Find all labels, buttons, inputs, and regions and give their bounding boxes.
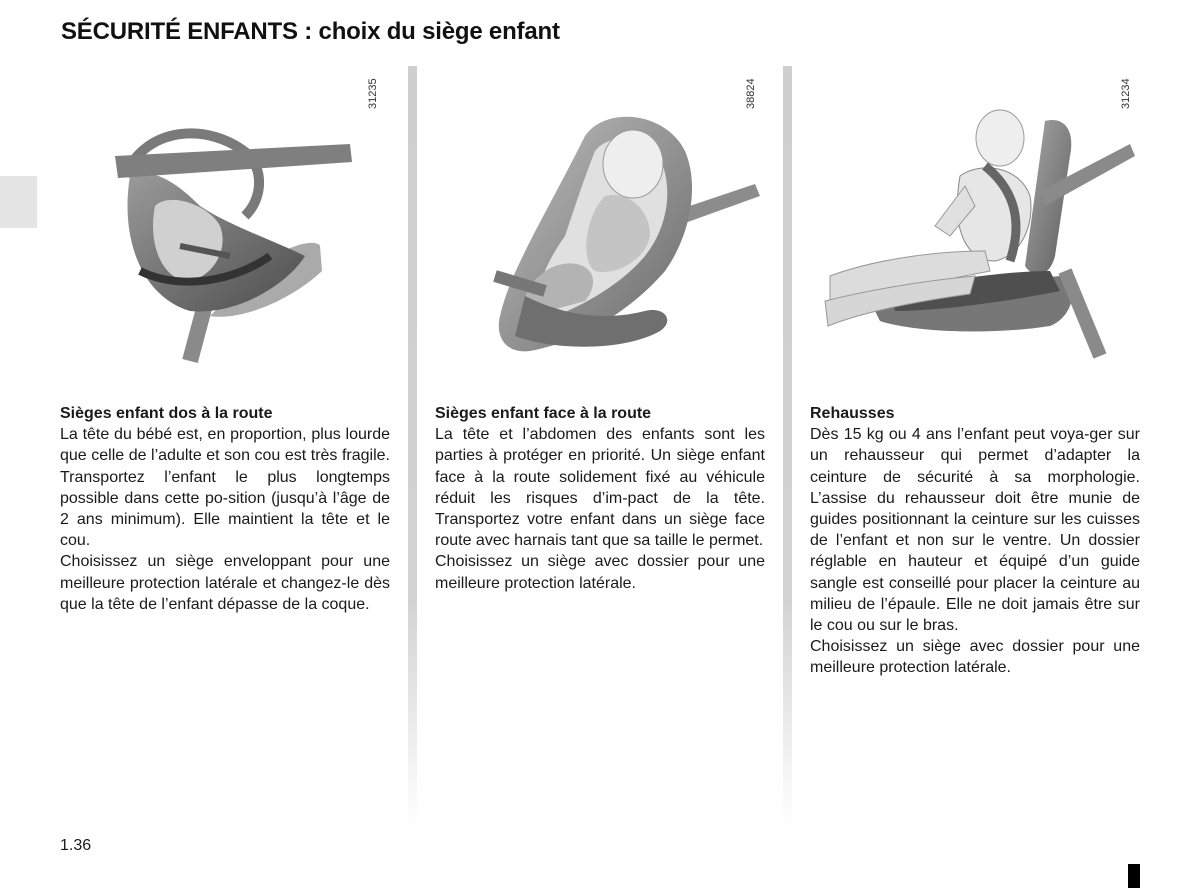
- column-heading: Sièges enfant dos à la route: [60, 405, 273, 422]
- column-paragraph: La tête et l’abdomen des enfants sont les parties à protéger en priorité. Un siège enfant face à la route solidement fixé au véhicule réduit les risques d’im-pact de la tête. Transportez votre enfant dans un siège face route avec harnais tant que sa taille le permet.: [435, 426, 765, 550]
- booster-seat-illustration: [810, 66, 1140, 366]
- column-paragraph: Choisissez un siège avec dossier pour une meilleure protection latérale.: [435, 553, 765, 592]
- column-divider-2: [783, 66, 792, 826]
- column-rear-facing: [60, 403, 390, 615]
- section-tab-marker: [0, 176, 37, 228]
- column-heading: Rehausses: [810, 405, 895, 422]
- page-title: SÉCURITÉ ENFANTS : choix du siège enfant: [61, 18, 560, 45]
- column-paragraph: Choisissez un siège avec dossier pour une meilleure protection latérale.: [810, 638, 1140, 677]
- page-number: 1.36: [60, 837, 92, 854]
- figure-code: 31234: [1120, 78, 1132, 110]
- column-divider-1: [408, 66, 417, 826]
- column-booster: [810, 403, 1140, 679]
- column-paragraph: Dès 15 kg ou 4 ans l’enfant peut voya-ger sur un rehausseur qui permet d’adapter la ceinture de sécurité à sa morphologie. L’assise du rehausseur doit être munie de guides positionnant la ceinture sur les cuisses de l’enfant et non sur le ventre. Un dossier réglable en hauteur et équipé d’un guide sangle est conseillé pour placer la ceinture au milieu de l’épaule. Elle ne doit jamais être sur le cou ou sur le bras.: [810, 426, 1140, 635]
- rear-facing-infant-carrier-illustration: [60, 66, 390, 366]
- figure-code: 31235: [367, 78, 379, 110]
- page-corner-mark: [1128, 864, 1140, 888]
- forward-facing-child-seat-illustration: [435, 66, 765, 366]
- column-forward-facing: [435, 403, 765, 594]
- column-heading: Sièges enfant face à la route: [435, 405, 652, 422]
- column-paragraph: La tête du bébé est, en proportion, plus lourde que celle de l’adulte et son cou est très fragile. Transportez l’enfant le plus longtemps possible dans cette po-sition (jusqu’à l’âge de 2 ans minimum). Elle maintient la tête et le cou.: [60, 426, 390, 550]
- column-paragraph: Choisissez un siège enveloppant pour une meilleure protection latérale et changez-le dès que la tête de l’enfant dépasse de la coque.: [60, 553, 390, 613]
- figure-code: 38824: [745, 78, 757, 110]
